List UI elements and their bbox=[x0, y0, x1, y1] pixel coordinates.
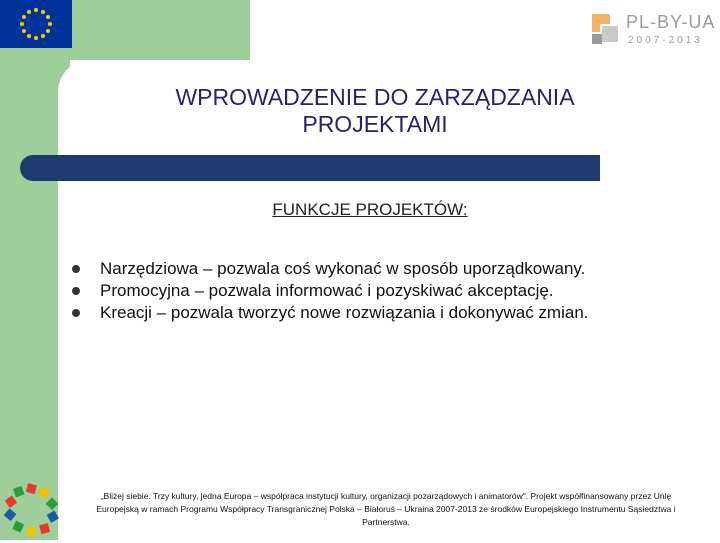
eu-flag-icon bbox=[0, 0, 72, 48]
slide-title: WPROWADZENIE DO ZARZĄDZANIA PROJEKTAMI bbox=[175, 84, 575, 137]
bullet-item bbox=[72, 258, 672, 280]
logo-years: 2007-2013 bbox=[628, 35, 703, 46]
logo-text: PL-BY-UA bbox=[626, 12, 716, 32]
bullet-dot-icon bbox=[72, 265, 80, 273]
ring-logo-icon bbox=[4, 482, 60, 538]
footer-note: „Bliżej siebie. Trzy kultury, jedna Europa – współpraca instytucji kultury, organizacji pozarządowych i animatorów". Projekt współfinansowany przez Unię Europejską w ramach Programu Współpracy Transgranicznej Polska – Białoruś – Ukraina 2007-2013 ze środków Europejskiego Instrumentu Sąsiedztwa i Partnerstwa. bbox=[96, 491, 676, 527]
logo-square bbox=[592, 34, 602, 44]
slide-subtitle: FUNKCJE PROJEKTÓW: bbox=[272, 200, 468, 219]
bullet-text: Promocyjna – pozwala informować i pozyskiwać akceptację. bbox=[100, 281, 554, 300]
title-divider-bar bbox=[20, 155, 600, 181]
bullet-item bbox=[72, 280, 672, 302]
bullet-dot-icon bbox=[72, 287, 80, 295]
bullet-list bbox=[72, 258, 672, 324]
logo-square bbox=[600, 24, 620, 44]
bullet-dot-icon bbox=[72, 309, 80, 317]
bullet-text: Kreacji – pozwala tworzyć nowe rozwiązania i dokonywać zmian. bbox=[100, 303, 589, 322]
project-logo-icon bbox=[592, 10, 718, 50]
bullet-item bbox=[72, 302, 672, 324]
bullet-text: Narzędziowa – pozwala coś wykonać w sposób uporządkowany. bbox=[100, 259, 586, 278]
